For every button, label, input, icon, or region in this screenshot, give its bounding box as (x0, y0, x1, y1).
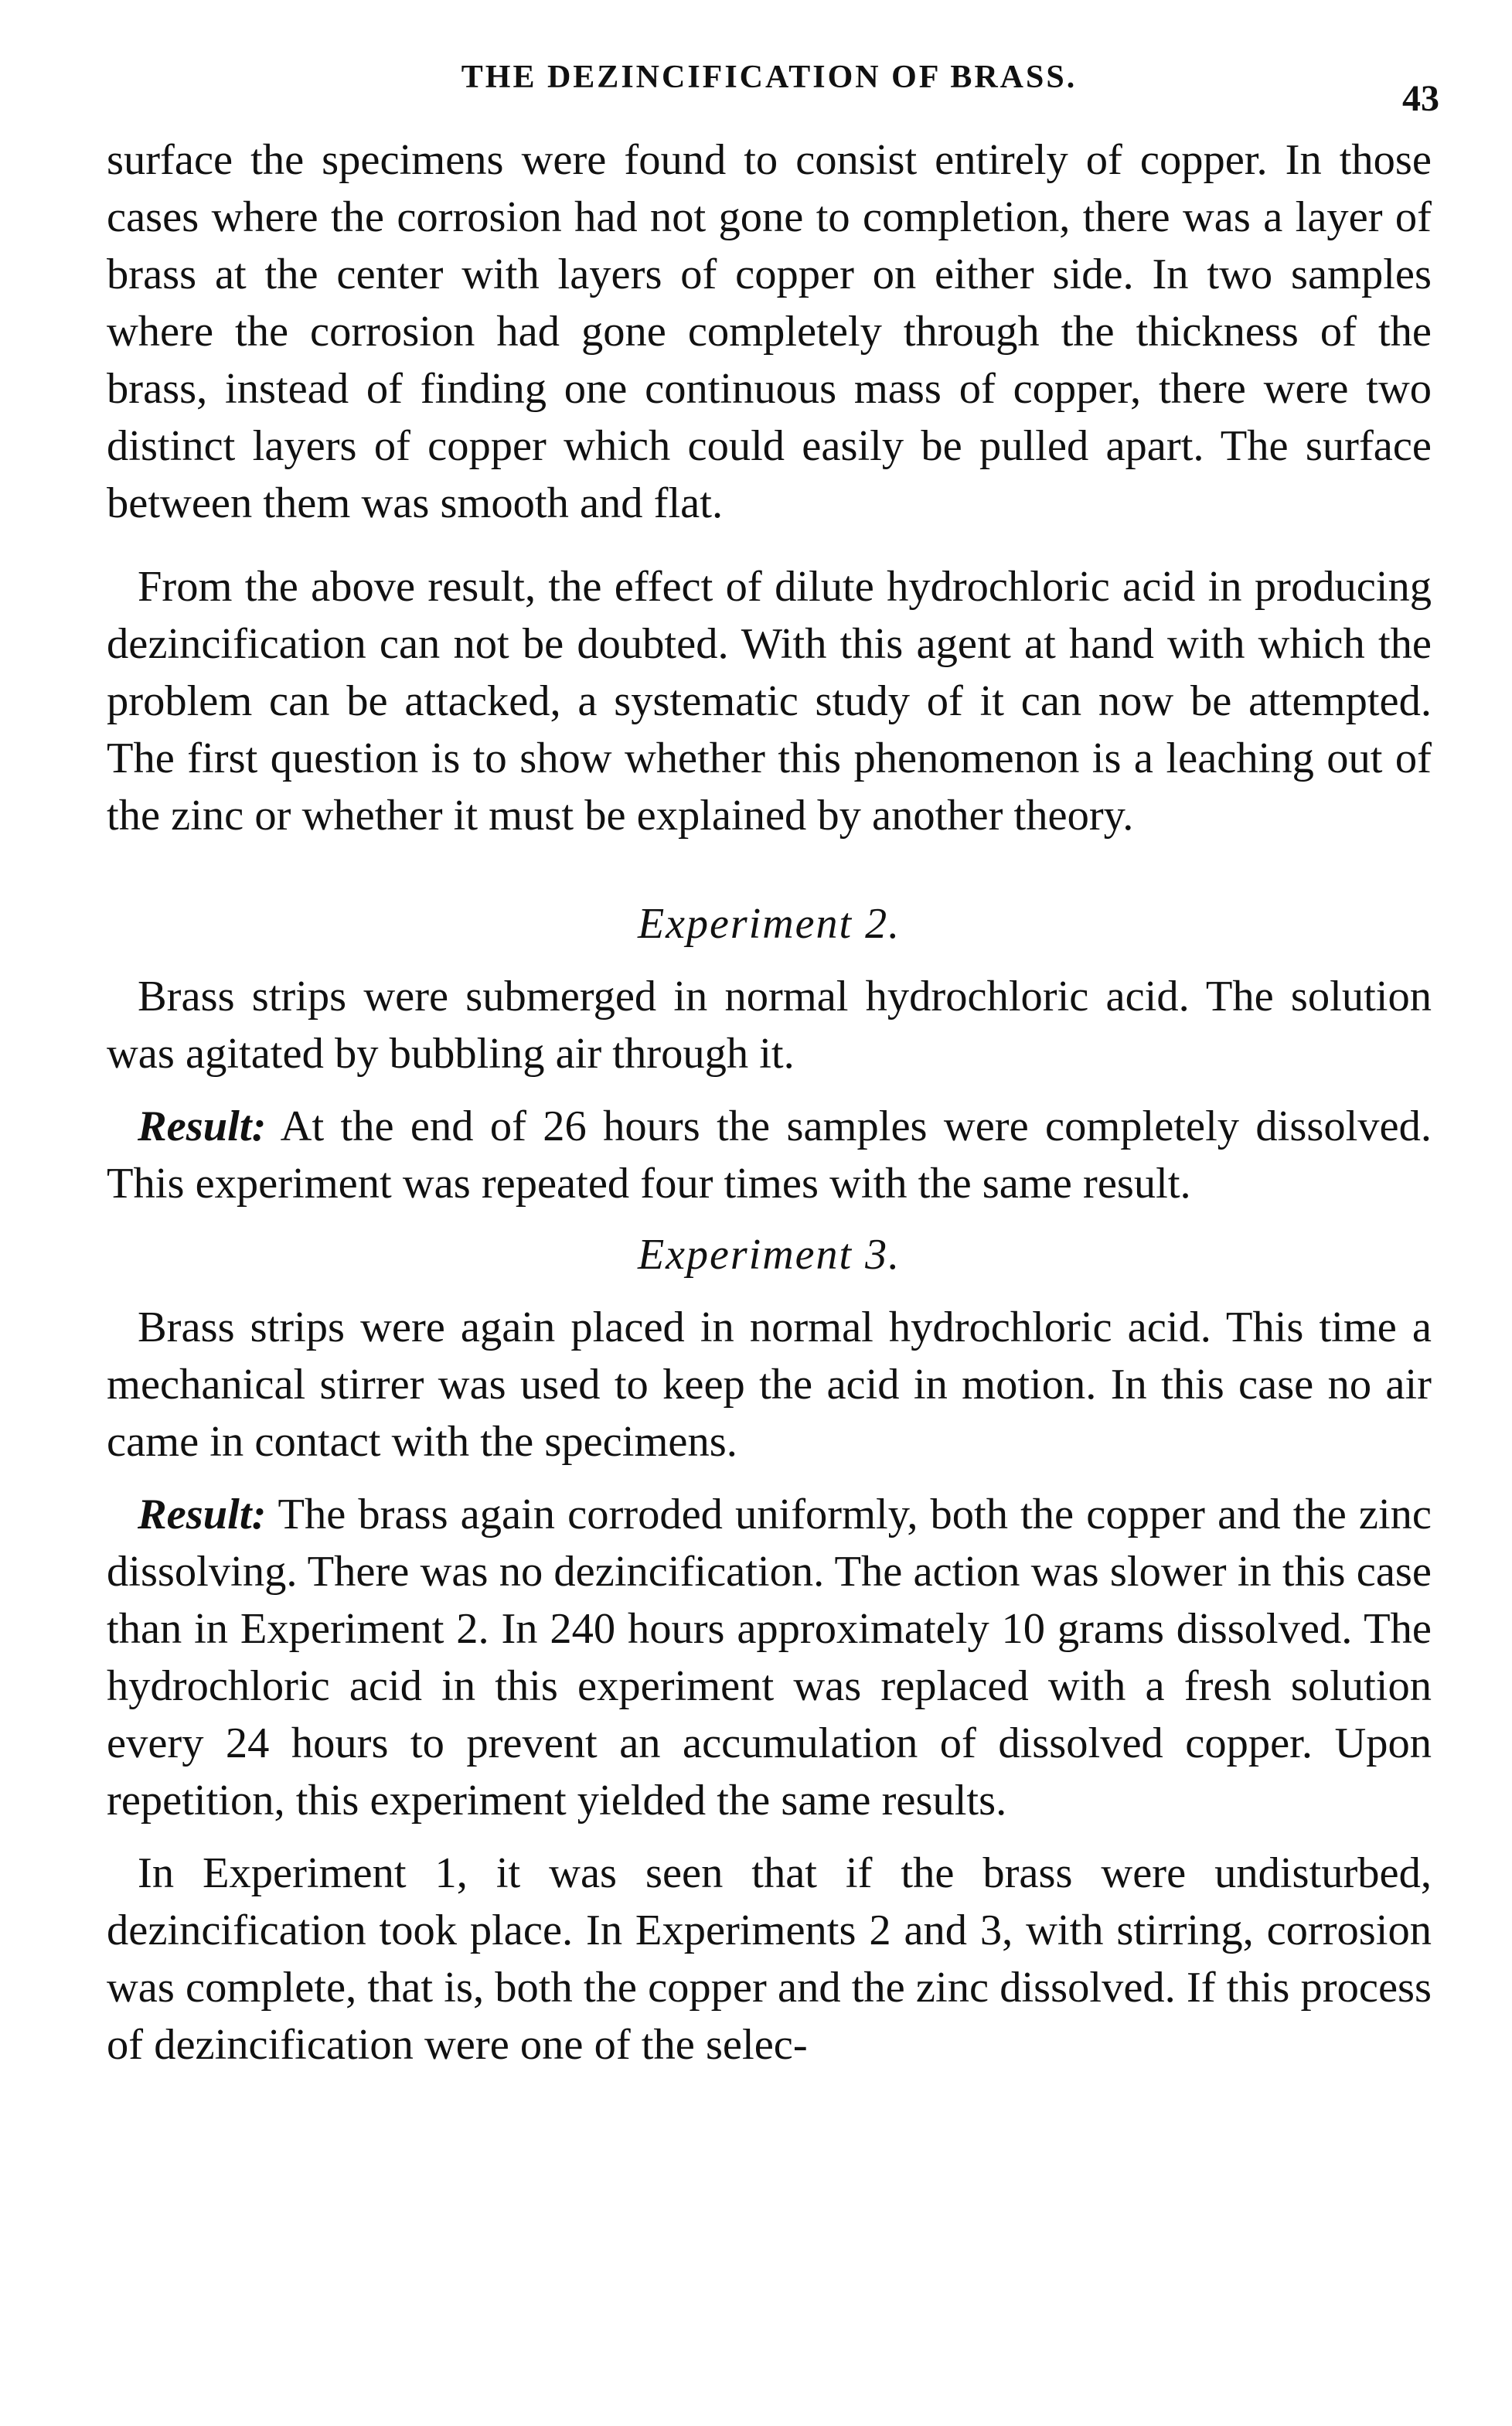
experiment-2-description: Brass strips were submerged in normal hydrochloric acid. The solution was agitated by bubbling air through it. (107, 973, 1432, 1078)
running-title: THE DEZINCIFICATION OF BRASS. (461, 60, 1078, 95)
paragraph-dilute-acid-effect: From the above result, the effect of dilute hydrochloric acid in producing dezincification can not be doubted. With this agent at hand with which the problem can be attacked, a systematic study of it can now be attempted. The first question is to show whether this phenomenon is a leaching out of the zinc or whether it must be explained by another theory. (107, 563, 1432, 840)
experiment-3-result (107, 1486, 1432, 1829)
experiment-2-result (107, 1098, 1432, 1212)
experiment-2-heading: Experiment 2. (637, 900, 901, 948)
experiment-2-result-text: At the end of 26 hours the samples were completely dissolved. This experiment was repeated four times with the same result. (107, 1102, 1432, 1208)
book-page (107, 46, 1439, 2073)
paragraph-continuation: surface the specimens were found to consist entirely of copper. In those cases where the corrosion had not gone to completion, there was a layer of brass at the center with layers of copper on either side. In two samples where the corrosion had gone completely through the thickness of the brass, instead of finding one continuous mass of copper, there were two distinct layers of copper which could easily be pulled apart. The surface between them was smooth and flat. (107, 136, 1432, 527)
page-number: 43 (1402, 78, 1439, 119)
experiment-3-result-text: The brass again corroded uniformly, both the copper and the zinc dissolving. There was no dezincification. The action was slower in this case than in Experiment 2. In 240 hours approximately 10 grams dissolved. The hydrochloric acid in this experiment was replaced with a fresh solution every 24 hours to prevent an accumulation of dissolved copper. Upon repetition, this experiment yielded the same results. (107, 1491, 1432, 1825)
experiment-3-heading: Experiment 3. (637, 1231, 901, 1279)
experiment-3-description: Brass strips were again placed in normal hydrochloric acid. This time a mechanical stirrer was used to keep the acid in motion. In this case no air came in contact with the specimens. (107, 1303, 1432, 1466)
experiment-2-result-label: Result: (138, 1102, 267, 1150)
paragraph-experiment-comparison: In Experiment 1, it was seen that if the brass were undisturbed, dezincification took place. In Experiments 2 and 3, with stirring, corrosion was complete, that is, both the copper and the zinc dissolved. If this process of dezincification were one of the selec- (107, 1849, 1432, 2069)
experiment-3-result-label: Result: (138, 1491, 267, 1538)
running-head (107, 46, 1439, 131)
